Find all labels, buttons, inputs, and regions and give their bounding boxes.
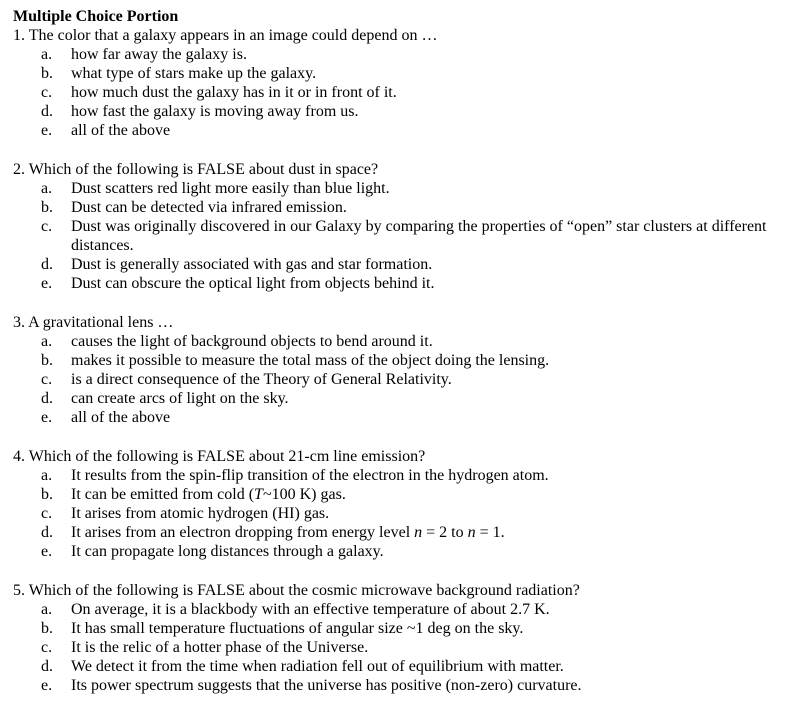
option-text: Dust can be detected via infrared emission. — [71, 199, 347, 216]
question-5 — [13, 581, 789, 695]
option-list — [13, 332, 789, 427]
option-text-part: It arises from an electron dropping from energy level — [71, 524, 415, 541]
option-a — [13, 600, 789, 619]
option-text: It arises from atomic hydrogen (HI) gas. — [71, 505, 330, 522]
option-text: can create arcs of light on the sky. — [71, 390, 289, 407]
option-c — [13, 504, 789, 523]
option-text: is a direct consequence of the Theory of General Relativity. — [71, 371, 452, 388]
option-letter: a. — [41, 46, 53, 63]
option-d — [13, 657, 789, 676]
option-letter: e. — [41, 275, 53, 292]
option-letter: e. — [41, 543, 53, 560]
option-letter: b. — [41, 352, 53, 369]
option-text-part: = 1. — [475, 524, 505, 541]
option-text: all of the above — [71, 409, 171, 426]
question-stem: 2. Which of the following is FALSE about dust in space? — [13, 161, 379, 178]
option-b — [13, 64, 789, 83]
option-letter: c. — [41, 371, 53, 388]
option-d — [13, 102, 789, 121]
spacer — [13, 140, 789, 160]
italic-symbol-n: n — [414, 524, 423, 541]
option-letter: b. — [41, 486, 53, 503]
option-d — [13, 523, 789, 542]
option-letter: e. — [41, 409, 53, 426]
option-text: It results from the spin-flip transition of the electron in the hydrogen atom. — [71, 467, 549, 484]
question-stem: 1. The color that a galaxy appears in an image could depend on … — [13, 27, 438, 44]
portion-title: Multiple Choice Portion — [13, 8, 179, 25]
option-text: Dust is generally associated with gas and star formation. — [71, 256, 433, 273]
option-text: how fast the galaxy is moving away from us. — [71, 103, 359, 120]
option-b — [13, 485, 789, 504]
option-letter: a. — [41, 180, 53, 197]
option-text: On average, it is a blackbody with an effective temperature of about 2.7 K. — [71, 601, 550, 618]
italic-symbol-n: n — [467, 524, 476, 541]
option-letter: e. — [41, 122, 53, 139]
option-text: how far away the galaxy is. — [71, 46, 247, 63]
option-text: Dust was originally discovered in our Galaxy by comparing the properties of “open” star clusters at different distances. — [71, 218, 767, 254]
option-a — [13, 332, 789, 351]
option-c — [13, 370, 789, 389]
option-letter: c. — [41, 218, 53, 235]
option-c — [13, 638, 789, 657]
question-stem: 3. A gravitational lens … — [13, 314, 174, 331]
option-text: Dust can obscure the optical light from objects behind it. — [71, 275, 435, 292]
option-a — [13, 466, 789, 485]
question-1 — [13, 26, 789, 140]
question-stem: 5. Which of the following is FALSE about the cosmic microwave background radiation? — [13, 582, 580, 599]
option-b — [13, 619, 789, 638]
option-text: makes it possible to measure the total mass of the object doing the lensing. — [71, 352, 550, 369]
option-list — [13, 45, 789, 140]
option-letter: a. — [41, 601, 53, 618]
option-letter: d. — [41, 658, 53, 675]
option-text: It is the relic of a hotter phase of the Universe. — [71, 639, 369, 656]
option-letter: b. — [41, 199, 53, 216]
question-4 — [13, 447, 789, 561]
option-letter: d. — [41, 390, 53, 407]
italic-symbol-temperature: T — [254, 486, 263, 503]
option-e — [13, 408, 789, 427]
option-text-part: ~100 K) gas. — [262, 486, 346, 503]
option-e — [13, 121, 789, 140]
option-letter: d. — [41, 256, 53, 273]
option-e — [13, 542, 789, 561]
option-a — [13, 179, 789, 198]
option-text: all of the above — [71, 122, 171, 139]
option-b — [13, 198, 789, 217]
option-text-part: = 2 to — [422, 524, 468, 541]
option-list — [13, 600, 789, 695]
option-text: what type of stars make up the galaxy. — [71, 65, 317, 82]
option-text: causes the light of background objects to bend around it. — [71, 333, 433, 350]
option-text-part: It can be emitted from cold ( — [71, 486, 255, 503]
option-text: how much dust the galaxy has in it or in front of it. — [71, 84, 397, 101]
option-list — [13, 466, 789, 561]
option-text: Its power spectrum suggests that the universe has positive (non-zero) curvature. — [71, 677, 582, 694]
option-e — [13, 676, 789, 695]
option-text — [71, 523, 789, 542]
option-letter: a. — [41, 333, 53, 350]
option-text: It can propagate long distances through a galaxy. — [71, 543, 384, 560]
option-letter: e. — [41, 677, 53, 694]
option-letter: b. — [41, 620, 53, 637]
option-letter: d. — [41, 103, 53, 120]
option-text — [71, 485, 789, 504]
question-stem: 4. Which of the following is FALSE about 21-cm line emission? — [13, 448, 426, 465]
option-d — [13, 389, 789, 408]
question-3 — [13, 313, 789, 427]
spacer — [13, 293, 789, 313]
option-e — [13, 274, 789, 293]
option-letter: a. — [41, 467, 53, 484]
option-letter: d. — [41, 524, 53, 541]
option-b — [13, 351, 789, 370]
option-a — [13, 45, 789, 64]
question-2 — [13, 160, 789, 293]
spacer — [13, 427, 789, 447]
option-letter: c. — [41, 84, 53, 101]
spacer — [13, 561, 789, 581]
option-c — [13, 83, 789, 102]
option-text: It has small temperature fluctuations of angular size ~1 deg on the sky. — [71, 620, 524, 637]
option-letter: c. — [41, 639, 53, 656]
option-letter: b. — [41, 65, 53, 82]
option-list — [13, 179, 789, 293]
option-text: We detect it from the time when radiation fell out of equilibrium with matter. — [71, 658, 564, 675]
option-c — [13, 217, 789, 255]
option-letter: c. — [41, 505, 53, 522]
option-d — [13, 255, 789, 274]
option-text: Dust scatters red light more easily than blue light. — [71, 180, 390, 197]
